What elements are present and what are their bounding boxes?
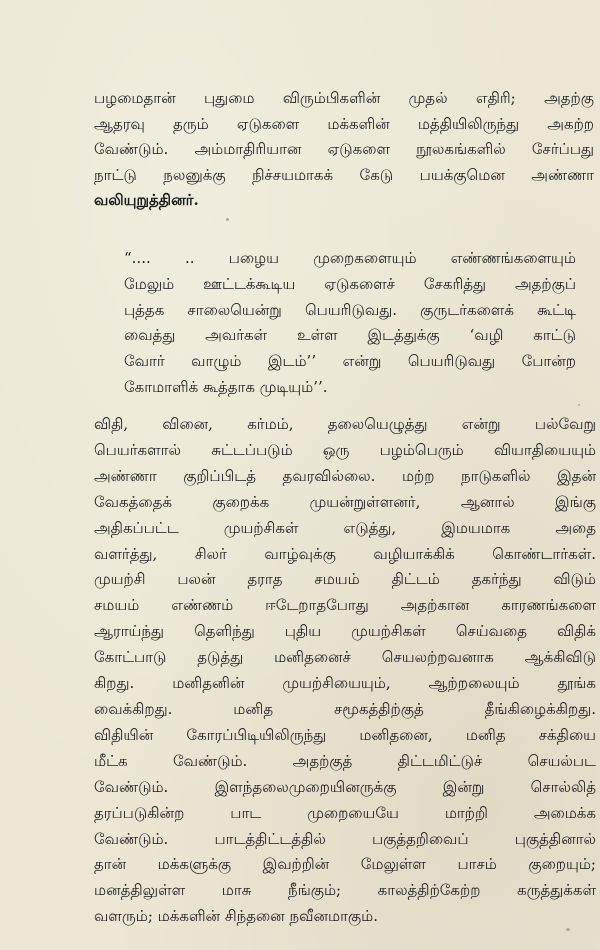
text-line: வளரும்; மக்களின் சிந்தனை நவீனமாகும். xyxy=(94,907,379,926)
text-line: தான் மக்களுக்கு இவற்றின் மேலுள்ள பாசம் குறையும்; xyxy=(94,855,596,874)
text-line: வேண்டும். அம்மாதிரியான ஏடுகளை நூலகங்களில் சேர்ப்பது xyxy=(94,140,594,159)
text-line: மனத்திலுள்ள மாசு நீங்கும்; காலத்திற்கேற்ற கருத்துக்கள் xyxy=(94,881,596,900)
text-line: வைக்கிறது. மனித சமூகத்திற்குத் தீங்கிழைக்கிறது. xyxy=(94,699,596,718)
quote-line: புத்தக சாலையென்று பெயரிடுவது. குருடர்களைக் கூட்டி xyxy=(124,300,576,319)
quote-line: “.... .. பழைய முறைகளையும் எண்ணங்களையும் xyxy=(124,249,576,267)
text-line: ஆதரவு தரும் ஏடுகளை மக்களின் மத்தியிலிருந்து அகற்ற xyxy=(94,114,594,133)
quote-line: மேலும் ஊட்டக்கூடிய ஏடுகளைச் சேகரித்து அதற்குப் xyxy=(124,274,576,293)
quote-line: கோமாளிக் கூத்தாக முடியும்’’. xyxy=(124,377,328,396)
text-line: முயற்சி பலன் தராத சமயம் திட்டம் தகர்ந்து விடும் xyxy=(94,570,596,589)
text-line: ஆராய்ந்து தெளிந்து புதிய முயற்சிகள் செய்வதை விதிக் xyxy=(94,622,596,641)
paper-speck xyxy=(566,928,570,931)
text-line: விதி, வினை, கர்மம், தலையெழுத்து என்று பல்வேறு xyxy=(94,415,596,433)
quote-line: வோர் வாழும் இடம்’’ என்று பெயரிடுவது போன்ற xyxy=(124,352,576,371)
text-line: மீட்க வேண்டும். அதற்குத் திட்டமிட்டுச் செயல்பட xyxy=(94,751,596,770)
text-line: வேகத்தைக் குறைக்க முயன்றுள்ளனர், ஆனால் இங்கு xyxy=(94,492,596,511)
quote-line: வைத்து அவர்கள் உள்ள இடத்துக்கு ‘வழி காட்டு xyxy=(124,326,576,345)
paper-speck xyxy=(578,404,580,406)
text-line: வேண்டும். பாடத்திட்டத்தில் பகுத்தறிவைப் புகுத்தினால் xyxy=(94,829,596,848)
text-line: பழமைதான் புதுமை விரும்பிகளின் முதல் எதிரி; அதற்கு xyxy=(94,89,594,107)
text-line: கிறது. மனிதனின் முயற்சியையும், ஆற்றலையும் தூங்க xyxy=(94,674,596,693)
text-line: அதிகப்பட்ட முயற்சிகள் எடுத்து, இமயமாக அதை xyxy=(94,518,596,537)
paragraph-1 xyxy=(94,86,594,214)
text-line: தரப்படுகின்ற பாட முறையையே மாற்றி அமைக்க xyxy=(94,803,596,822)
quoted-passage xyxy=(124,246,576,401)
text-line: வேண்டும். இளந்தலைமுறையினருக்கு இன்று சொல்லித் xyxy=(94,777,596,796)
text-line: சமயம் எண்ணம் ஈடேறாதபோது அதற்கான காரணங்களை xyxy=(94,596,596,615)
text-line: அண்ணா குறிப்பிடத் தவரவில்லை. மற்ற நாடுகளில் இதன் xyxy=(94,466,596,485)
text-line: கோட்பாடு தடுத்து மனிதனைச் செயலற்றவனாக ஆக்கிவிடு xyxy=(94,648,596,667)
text-line: வளர்த்து, சிலர் வாழ்வுக்கு வழியாக்கிக் கொண்டார்கள். xyxy=(94,544,596,563)
text-line: நாட்டு நலனுக்கு நிச்சயமாகக் கேடு பயக்குமென அண்ணா xyxy=(94,165,594,184)
text-line: வலியுறுத்தினர். xyxy=(94,191,199,210)
paragraph-2 xyxy=(94,412,596,930)
paper-speck xyxy=(226,218,229,221)
text-line: பெயர்களால் சுட்டப்படும் ஒரு பழம்பெரும் வியாதியையும் xyxy=(94,440,596,459)
text-line: விதியின் கோரப்பிடியிலிருந்து மனிதனை, மனித சக்தியை xyxy=(94,725,596,744)
